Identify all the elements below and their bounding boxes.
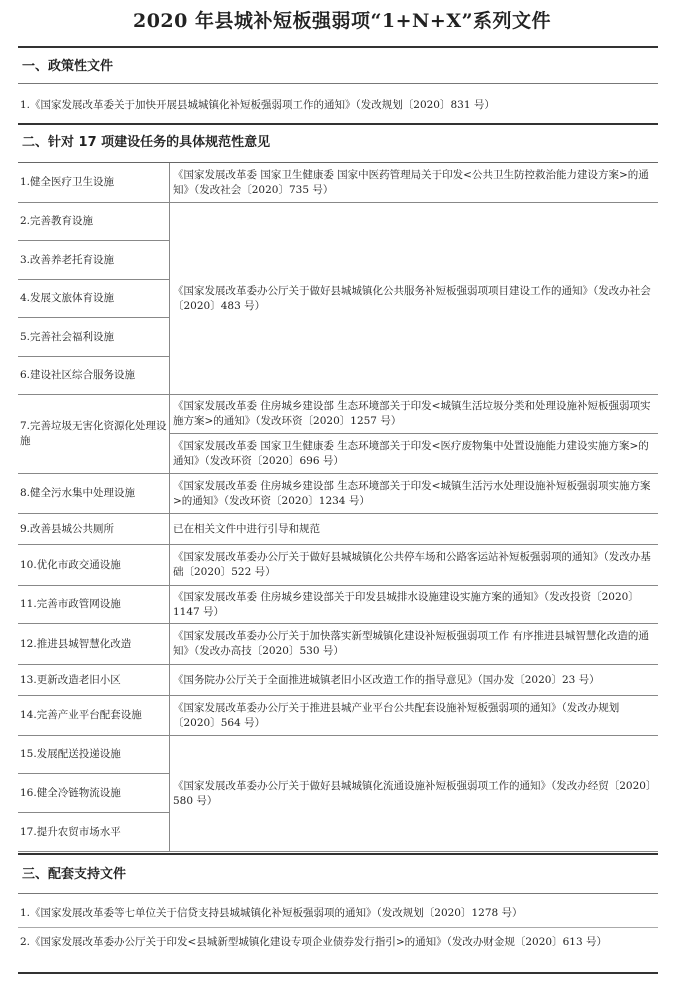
table-row-task-label: 11.完善市政管网设施	[18, 586, 170, 624]
table-row-doc: 《国家发展改革委 住房城乡建设部 生态环境部关于印发<城镇生活污水处理设施补短板强弱项实施方案>的通知》（发改环资〔2020〕1234 号）	[170, 474, 658, 514]
table-row-doc: 已在相关文件中进行引导和规范	[170, 514, 658, 545]
table-row-doc: 《国家发展改革委 住房城乡建设部 生态环境部关于印发<城镇生活垃圾分类和处理设施补短板强弱项实施方案>的通知》（发改环资〔2020〕1257 号）	[170, 395, 658, 434]
document-title: 2020 年县城补短板强弱项“1+N+X”系列文件	[132, 10, 552, 32]
table-row-task-label: 9.改善县城公共厕所	[18, 514, 170, 545]
table-row-doc-merged: 《国家发展改革委办公厅关于做好县城城镇化公共服务补短板强弱项项目建设工作的通知》（发改办社会〔2020〕483 号）	[170, 203, 658, 395]
table-row-task-label: 4.发展文旅体育设施	[18, 280, 170, 318]
table-row-task-label: 15.发展配送投递设施	[18, 736, 170, 774]
table-row-task-label: 3.改善养老托育设施	[18, 241, 170, 280]
section-rule	[18, 46, 658, 48]
section-heading-support: 三、配套支持文件	[22, 867, 127, 882]
support-item-1: 1.《国家发展改革委等七单位关于信贷支持县城城镇化补短板强弱项的通知》（发改规划〔2020〕1278 号）	[20, 907, 523, 919]
table-row-task-label: 13.更新改造老旧小区	[18, 665, 170, 696]
table-row-doc: 《国家发展改革委办公厅关于推进县城产业平台公共配套设施补短板强弱项的通知》（发改办规划〔2020〕564 号）	[170, 696, 658, 736]
support-item-2: 2.《国家发展改革委办公厅关于印发<县城新型城镇化建设专项企业债券发行指引>的通知》（发改办财金规〔2020〕613 号）	[20, 936, 607, 948]
table-row-task-label: 5.完善社会福利设施	[18, 318, 170, 357]
table-row-task-label: 17.提升农贸市场水平	[18, 813, 170, 852]
table-row-task-label: 8.健全污水集中处理设施	[18, 474, 170, 514]
table-row-task-label: 10.优化市政交通设施	[18, 545, 170, 586]
policy-item-1: 1.《国家发展改革委关于加快开展县城城镇化补短板强弱项工作的通知》（发改规划〔2020〕831 号）	[20, 99, 495, 111]
table-row-task-label: 7.完善垃圾无害化资源化处理设施	[18, 395, 170, 474]
table-row-doc: 《国家发展改革委 住房城乡建设部关于印发县城排水设施建设实施方案的通知》（发改投资〔2020〕1147 号）	[170, 586, 658, 624]
table-row-task-label: 6.建设社区综合服务设施	[18, 357, 170, 395]
section-heading-policy: 一、政策性文件	[22, 59, 114, 74]
section-rule	[18, 123, 658, 125]
table-row-task-label: 12.推进县城智慧化改造	[18, 624, 170, 665]
table-row-doc: 《国家发展改革委 国家卫生健康委 生态环境部关于印发<医疗废物集中处置设施能力建设实施方案>的通知》（发改环资〔2020〕696 号）	[170, 434, 658, 474]
table-row-doc: 《国家发展改革委 国家卫生健康委 国家中医药管理局关于印发<公共卫生防控救治能力建设方案>的通知》（发改社会〔2020〕735 号）	[170, 163, 658, 203]
table-row-doc-merged: 《国家发展改革委办公厅关于做好县城城镇化流通设施补短板强弱项工作的通知》（发改办经贸〔2020〕580 号）	[170, 736, 658, 852]
table-row-doc: 《国务院办公厅关于全面推进城镇老旧小区改造工作的指导意见》（国办发〔2020〕23 号）	[170, 665, 658, 696]
table-row-task-label: 1.健全医疗卫生设施	[18, 163, 170, 203]
section-divider	[18, 83, 658, 84]
table-row-doc: 《国家发展改革委办公厅关于加快落实新型城镇化建设补短板强弱项工作 有序推进县城智慧化改造的通知》（发改办高技〔2020〕530 号）	[170, 624, 658, 665]
table-row-task-label: 16.健全冷链物流设施	[18, 774, 170, 813]
table-row-task-label: 14.完善产业平台配套设施	[18, 696, 170, 736]
table-row-doc: 《国家发展改革委办公厅关于做好县城城镇化公共停车场和公路客运站补短板强弱项的通知》（发改办基础〔2020〕522 号）	[170, 545, 658, 586]
item-divider	[18, 927, 658, 928]
task-table	[18, 162, 658, 852]
section-divider	[18, 893, 658, 894]
table-row-task-label: 2.完善教育设施	[18, 203, 170, 241]
section-rule	[18, 853, 658, 855]
section-rule	[18, 972, 658, 974]
section-heading-tasks: 二、针对 17 项建设任务的具体规范性意见	[22, 135, 271, 150]
